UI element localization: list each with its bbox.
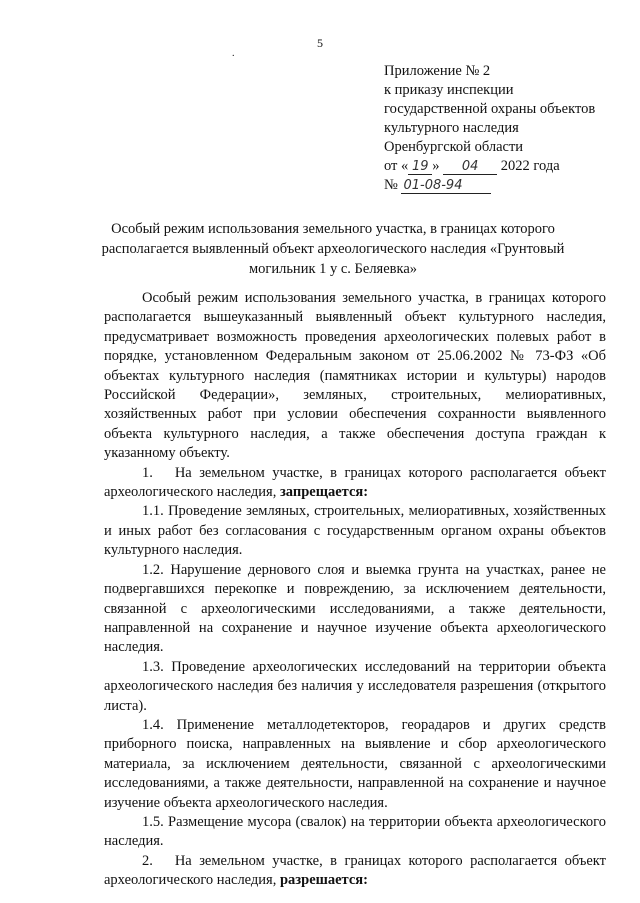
stray-mark: . xyxy=(232,48,235,59)
section-2-colon: : xyxy=(363,872,368,889)
appendix-line: культурного наследия xyxy=(384,120,519,136)
date-month-handwritten: 04 xyxy=(443,159,497,175)
date-year: 2022 года xyxy=(500,158,560,174)
section-2-paragraph xyxy=(104,852,606,891)
number-prefix: № xyxy=(384,177,398,193)
appendix-line: Оренбургской области xyxy=(384,139,524,155)
section-2-bold: разрешается xyxy=(279,872,364,889)
appendix-date xyxy=(384,157,595,176)
document-title: Особый режим использования земельного участка, в границах которого располагается выявленный объект археологического наследия «Грунтовый могильник 1 у с. Беляевка» xyxy=(101,221,565,277)
section-1-bold: запрещается xyxy=(279,484,364,501)
appendix-line: государственной охраны объектов xyxy=(384,101,596,117)
appendix-line: к приказу инспекции xyxy=(384,82,514,98)
page-number: 5 xyxy=(317,36,323,50)
appendix-header xyxy=(384,62,595,195)
date-mid: » xyxy=(432,158,440,174)
item-1-1: 1.1. Проведение земляных, строительных, мелиоративных, хозяйственных и иных работ без согласования с государственным органом охраны объектов культурного наследия. xyxy=(104,503,606,559)
date-prefix: от « xyxy=(384,158,409,174)
appendix-line: Приложение № 2 xyxy=(384,63,491,79)
section-1-paragraph xyxy=(104,464,606,503)
item-1-3: 1.3. Проведение археологических исследований на территории объекта археологического наследия без наличия у исследователя разрешения (открытого листа). xyxy=(104,658,606,714)
number-handwritten: 01-08-94 xyxy=(401,178,491,194)
intro-paragraph: Особый режим использования земельного участка, в границах которого располагается вышеуказанный выявленный объект культурного наследия, предусматривает возможность проведения археологических полевых работ в порядке, установленном Федеральным законом от 25.06.2002 № 73-ФЗ «Об объектах культурного наследия (памятниках истории и культуры) народов Российской Федерации», земляных, строительных, мелиоративных, хозяйственных работ при условии обеспечения сохранности выявленного объекта культурного наследия, а также обеспечения доступа граждан к указанному объекту. xyxy=(104,290,606,462)
item-1-2: 1.2. Нарушение дернового слоя и выемка грунта на участках, ранее не подвергавшихся перекопке и повреждению, за исключением деятельности, связанной с археологическими исследованиями, а также деятельности, направленной на сохранение и научное изучение объекта археологического наследия. xyxy=(104,561,606,656)
section-2-text: 2. На земельном участке, в границах которого располагается объект археологического наследия, xyxy=(104,852,606,889)
section-1-text: 1. На земельном участке, в границах которого располагается объект археологического наследия, xyxy=(104,464,606,501)
section-1-colon: : xyxy=(363,484,369,501)
item-1-4: 1.4. Применение металлодетекторов, георадаров и других средств приборного поиска, направленных на выявление и сбор археологического материала, за исключением деятельности, связанной с археологическими исследованиями, а также деятельности, направленной на сохранение и научное изучение объекта археологического наследия. xyxy=(104,716,606,811)
appendix-number xyxy=(384,176,595,195)
date-day-handwritten: 19 xyxy=(408,159,432,175)
item-1-5: 1.5. Размещение мусора (свалок) на территории объекта археологического наследия. xyxy=(104,813,606,850)
document-body xyxy=(104,289,606,891)
